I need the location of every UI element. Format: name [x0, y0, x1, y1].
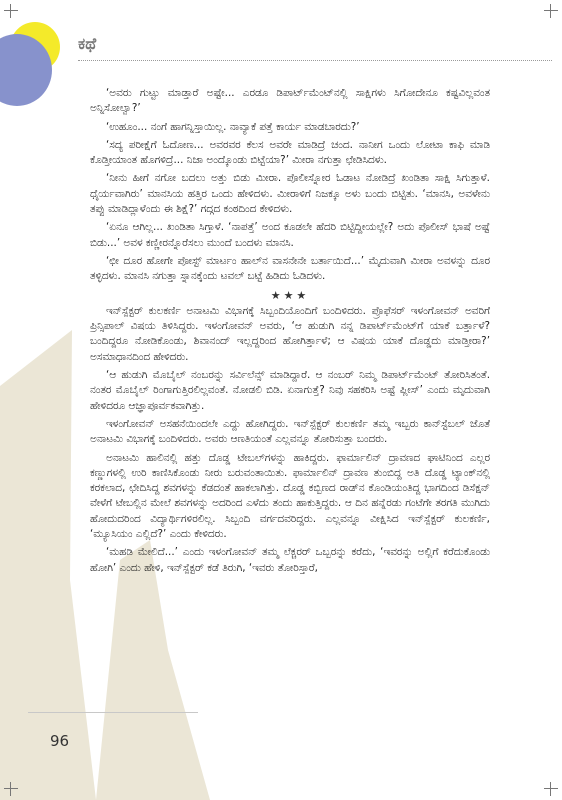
- paragraph: ‘ನೀನು ಹೀಗೆ ನಗೋ ಬದಲು ಅತ್ತು ಬಿಡು ಮೀರಾ. ಪೊಲೀಸ್ನೋರ ಓಡಾಟ ನೋಡಿದ್ರೆ ಖಂಡಿತಾ ಸಾಕ್ಷಿ ಸಿಗುತ್ತಾಳೆ. ಧೈರ್ಯವಾಗಿರು’ ಮಾನಸಿಯ ಹತ್ತಿರ ಒಂದು ಹೇಳಿದಳು. ಮೀರಾಳಿಗೆ ನಿಜಕ್ಕೂ ಅಳು ಬಂದು ಬಿಟ್ಟಿತು. ‘ಮಾನಸಿ, ಅವಳೇನು ತಪ್ಪು ಮಾಡಿದ್ಲಾಳೆಂದು ಈ ಶಿಕ್ಷೆ?’ ಗದ್ಗದ ಕಂಠದಿಂದ ಕೇಳಿದಳು.: [90, 172, 490, 216]
- crop-mark-bottom-right: [544, 782, 558, 796]
- footer-rule: [28, 712, 198, 713]
- header-dotted-rule: [78, 60, 552, 61]
- paragraph: ‘ಏನೂ ಆಗಿಲ್ಲ... ಖಂಡಿತಾ ಸಿಗ್ತಾಳೆ. ‘ನಾಪತ್ತೆ’ ಅಂದ ಕೂಡಲೇ ಹೆದರಿ ಬಿಟ್ಟಿದ್ದೀಯಲ್ಲೇ? ಅದು ಪೊಲೀಸ್ ಭಾಷೆ ಅಷ್ಟೆ ಬಿಡು...’ ಅವಳ ಕಣ್ಣೀರನ್ನೊರೆಸಲು ಮುಂದೆ ಬಂದಳು ಮಾನಸಿ.: [90, 221, 490, 249]
- paragraph: ‘ಉಹೂಂ... ನಂಗೆ ಹಾಗನ್ನಿಸ್ತಾಯಿಲ್ಲ. ನಾವ್ಯಾಕೆ ಪತ್ತೆ ಕಾರ್ಯ ಮಾಡಬಾರದು?’: [106, 120, 360, 133]
- paragraph: ಅನಾಟಮಿ ಹಾಲಿನಲ್ಲಿ ಹತ್ತು ದೊಡ್ಡ ಟೇಬಲ್‌ಗಳನ್ನು ಹಾಕಿದ್ದರು. ಫಾರ್ಮಾಲಿನ್ ದ್ರಾವಣದ ಘಾಟಿನಿಂದ ಎಲ್ಲರ ಕಣ್ಣುಗಳಲ್ಲಿ ಉರಿ ಕಾಣಿಸಿಕೊಂಡು ನೀರು ಬರುವಂತಾಯಿತು. ಫಾರ್ಮಾಲಿನ್ ದ್ರಾವಣ ತುಂಬಿದ್ದ ಅತಿ ದೊಡ್ಡ ಟ್ಯಾಂಕ್‌ನಲ್ಲಿ ಕರಕಲಾದ, ಛೇದಿಸಿದ್ದ ಶವಗಳನ್ನು ಕೆಡದಂತೆ ಹಾಕಲಾಗಿತ್ತು. ದೊಡ್ಡ ಕಬ್ಬಿಣದ ರಾಡ್‌ನ ಕೊಂಡಿಯಂತಿದ್ದ ಭಾಗದಿಂದ ಡಿಸೆಕ್ಷನ್ ವೇಳೆಗೆ ಟೇಬಲ್ಲಿನ ಮೇಲೆ ಶವಗಳನ್ನು ಅದರಿಂದ ಎಳೆದು ತಂದು ಹಾಕುತ್ತಿದ್ದರು. ಆ ದಿನ ಹನ್ನೆರಡು ಗಂಟೆಗೇ ತರಗತಿ ಮುಗಿದು ಹೋದುದರಿಂದ ವಿದ್ಯಾರ್ಥಿಗಳಿರಲಿಲ್ಲ. ಸಿಬ್ಬಂದಿ ವರ್ಗದವರಿದ್ದರು. ಎಲ್ಲವನ್ನೂ ವೀಕ್ಷಿಸಿದ ಇನ್‌ಸ್ಪೆಕ್ಟರ್ ಕುಲಕರ್ಣಿ, ‘ಮ್ಯೂಸಿಯಂ ಎಲ್ಲಿದೆ?’ ಎಂದು ಕೇಳಿದರು.: [90, 451, 490, 541]
- crop-mark-top-right: [544, 4, 558, 18]
- paragraph: ‘ಸದ್ಯ ಪರೀಕ್ಷೆಗೆ ಓದೋಣ... ಅವರವರ ಕೆಲಸ ಅವರೇ ಮಾಡಿದ್ರೆ ಚಂದ. ನಾನೀಗ ಒಂದು ಲೋಟಾ ಕಾಫಿ ಮಾಡಿ ಕೊಡ್ತೀಯಾಂತ ಹೊಗಳಿದ್ರೆ... ನಿಜಾ ಅಂದ್ಕೊಂಡು ಬಿಟ್ಟೆಯಾ?’ ಮೀರಾ ನಗುತ್ತಾ ಛೇಡಿಸಿದಳು.: [90, 138, 490, 167]
- article-body: [90, 86, 490, 579]
- page-number: 96: [50, 732, 70, 750]
- paragraph: ‘ಅವರು ಗುಟ್ಟು ಮಾಡ್ತಾರೆ ಅಷ್ಟೇ... ಎರಡೂ ಡಿಪಾರ್ಟ್‌ಮೆಂಟ್‌ನಲ್ಲಿ ಸಾಕ್ಷಿಗಳು ಸಿಗೋದೇನೂ ಕಷ್ಟವಿಲ್ಲವಂತ ಅನ್ನಿಸೋಲ್ವಾ?’: [90, 87, 490, 115]
- section-title: ಕಥೆ: [78, 34, 97, 53]
- crop-mark-bottom-left: [4, 782, 18, 796]
- paragraph: ‘ಮಹಡಿ ಮೇಲಿದೆ...’ ಎಂದು ಇಳಂಗೋವನ್ ತಮ್ಮ ಲೆಕ್ಚರರ್ ಒಬ್ಬರನ್ನು ಕರೆದು, ‘ಇವರನ್ನು ಅಲ್ಲಿಗೆ ಕರೆದುಕೊಂಡು ಹೋಗಿ’ ಎಂದು ಹೇಳಿ, ಇನ್‌ಸ್ಪೆಕ್ಟರ್ ಕಡೆ ತಿರುಗಿ, ‘ಇವರು ತೋರಿಸ್ತಾರೆ,: [90, 546, 490, 574]
- paragraph: ಇನ್‌ಸ್ಪೆಕ್ಟರ್ ಕುಲಕರ್ಣಿ ಅನಾಟಮಿ ವಿಭಾಗಕ್ಕೆ ಸಿಬ್ಬಂದಿಯೊಂದಿಗೆ ಬಂದಿಳಿದರು. ಪ್ರೊಫೆಸರ್ ಇಳಂಗೋವನ್ ಅವರಿಗೆ ಪ್ರಿನ್ಸಿಪಾಲ್ ವಿಷಯ ತಿಳಿಸಿದ್ದರು. ಇಳಂಗೋವನ್ ಅವರು, ‘ಆ ಹುಡುಗಿ ನನ್ನ ಡಿಪಾರ್ಟ್‌ಮೆಂಟ್‌ಗೆ ಯಾಕೆ ಬರ್ತ್ತಾಳೆ? ಬಂದಿದ್ದರೂ ನೋಡಿಕೊಂಡು, ಶಿವಾನಂದ್ ಇಲ್ಲದ್ದರಿಂದ ಹೋಗಿರ್ತ್ತಾಳೆ; ಆ ವಿಷಯ ಯಾಕೆ ದೊಡ್ಡದು ಮಾಡ್ತೀರಾ?’ ಅಸಮಾಧಾನದಿಂದ ಹೇಳಿದರು.: [90, 304, 490, 363]
- paragraph: ‘ಛೀ ದೂರ ಹೋಗೇ ಪೋಸ್ಟ್ ಮಾರ್ಟಂ ಹಾಲ್‌ನ ವಾಸನೇನೇ ಬರ್ತಾಯಿದೆ...’ ಮೈದುವಾಗಿ ಮೀರಾ ಅವಳನ್ನು ದೂರ ತಳ್ಳಿದಳು. ಮಾನಸಿ ನಗುತ್ತಾ ಸ್ನಾನಕ್ಕೆಂದು ಟವಲ್ ಬಟ್ಟೆ ಹಿಡಿದು ಓಡಿದಳು.: [90, 254, 490, 283]
- paragraph: ಇಳಂಗೋವನ್ ಅಸಹನೆಯಿಂದಲೇ ಎದ್ದು ಹೋಗಿದ್ದರು. ಇನ್‌ಸ್ಪೆಕ್ಟರ್ ಕುಲಕರ್ಣಿ ತಮ್ಮ ಇಬ್ಬರು ಕಾನ್‌ಸ್ಟೆಬಲ್ ಜೊತೆ ಅನಾಟಮಿ ವಿಭಾಗಕ್ಕೆ ಬಂದಿಳಿದರು. ಅವರು ಆಣತಿಯಂತೆ ಎಲ್ಲವನ್ನೂ ತೋರಿಸುತ್ತಾ ಬಂದರು.: [90, 417, 490, 446]
- scene-separator: ★★★: [270, 288, 310, 302]
- paragraph: ‘ಆ ಹುಡುಗಿ ಮೊಬೈಲ್ ನಂಬರನ್ನು ಸರ್ವಿಲೆನ್ಸ್ ಮಾಡಿದ್ದಾರೆ. ಆ ನಂಬರ್ ನಿಮ್ಮ ಡಿಪಾರ್ಟ್‌ಮೆಂಟ್ ತೋರಿಸಿತಂತೆ. ನಂತರ ಮೊಬೈಲ್ ರಿಂಗಾಗುತ್ತಿರಲಿಲ್ಲವಂತೆ. ನೋಡಲಿ ಬಿಡಿ. ಏನಾಗುತ್ತೆ? ನಿವು ಸಹಕರಿಸಿ ಅಷ್ಟೆ ಪ್ಲೀಸ್’ ಎಂದು ಮೃದುವಾಗಿ ಹೇಳಿದರೂ ಆಜ್ಞಾಪೂರ್ವಕವಾಗಿತ್ತು.: [90, 369, 490, 412]
- crop-mark-top-left: [4, 4, 18, 18]
